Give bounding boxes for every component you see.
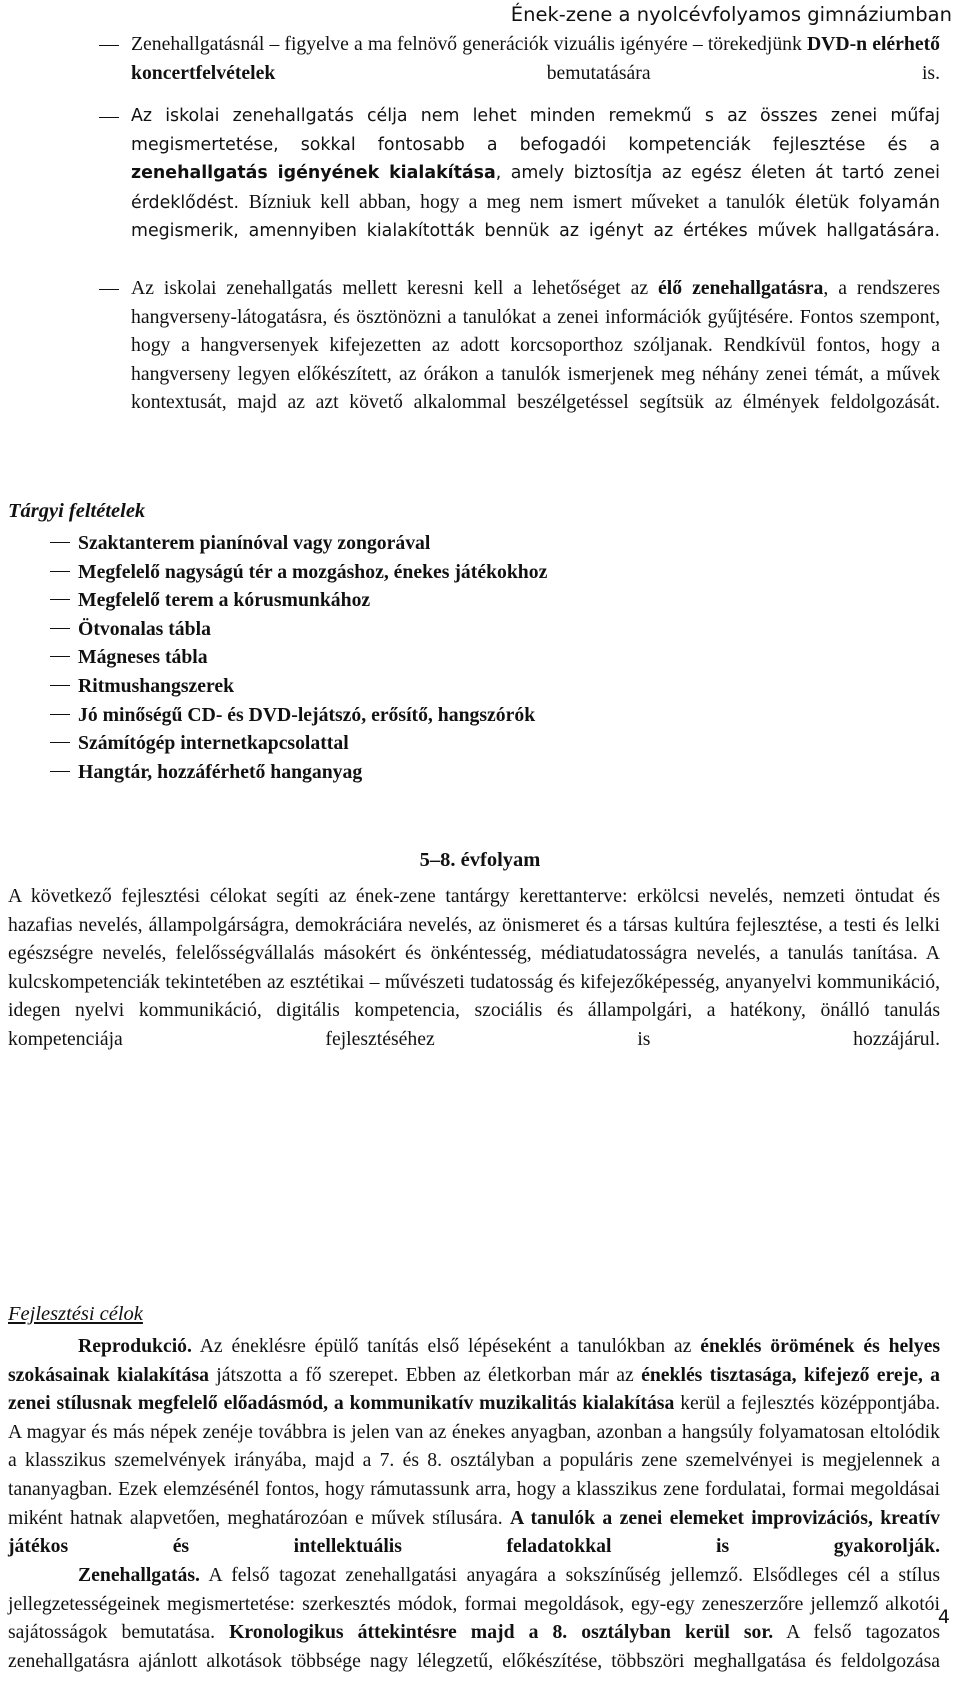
bold-run: éneklés tisztasága, kifejező ereje, a zenei stílusnak megfelelő előadásmód, a kommunikatív muzikalitás kialakítása <box>8 1363 940 1415</box>
equipment-item <box>50 618 211 641</box>
bullet-dash <box>50 771 70 772</box>
bullet-paragraph <box>131 102 940 275</box>
bullet-dash <box>99 45 119 46</box>
bullet-paragraph <box>131 274 940 446</box>
bullet-dash <box>99 289 119 290</box>
bullet-dash <box>50 742 70 743</box>
grade-title: 5–8. évfolyam <box>419 849 541 871</box>
text-run: kerül a fejlesztés középpontjába. A magyar és más népek zenéje továbbra is jelen van az énekes anyagban, azonban a hangsúly folyamatosan eltolódik a klasszikus szemelvények irányába, majd a 7. és 8. osztályban a populáris zene szemelvényei is megjelennek a tananyagban. Ezek elemzésénél fontos, hogy rámutassunk arra, hogy a klasszikus zene fordulatai, formai megoldásai miként hatnak alapvetően, meghatározóan e művek stílusára. <box>8 1392 940 1529</box>
bullet-dash <box>50 656 70 657</box>
equipment-item <box>50 675 234 698</box>
bullet-dash <box>50 571 70 572</box>
bullet-dash <box>50 628 70 629</box>
equipment-item-label: Ötvonalas tábla <box>78 617 211 640</box>
text-run: Az éneklésre épülő tanítás első lépéseként a tanulókban az <box>191 1335 701 1357</box>
reprodukcio-paragraph <box>8 1332 940 1589</box>
equipment-item-label: Ritmushangszerek <box>78 675 235 697</box>
equipment-item <box>50 561 547 584</box>
bullet-dash <box>50 599 70 600</box>
text-run: Bízniuk kell abban, hogy a meg nem ismert műveket a tanulók <box>248 190 786 213</box>
equipment-item <box>50 704 535 727</box>
text-run: életük folyamán megismerik, amennyiben kialakították bennük az igényt az értékes művek hallgatására. <box>131 192 940 242</box>
bold-run: Zenehallgatás. <box>78 1564 200 1586</box>
bold-run: A tanulók a zenei elemeket improvizációs, kreatív játékos és intellektuális feladatokkal is gyakorolják. <box>8 1506 941 1558</box>
text-run: Az iskolai zenehallgatás célja nem lehet minden remekmű s az összes zenei műfaj megismertetése, sokkal fontosabb a befogadói kompetenciák fejlesztése és a <box>131 106 940 155</box>
bold-run: Reprodukció. <box>78 1335 192 1357</box>
equipment-item <box>50 761 362 784</box>
bullet-dash <box>50 685 70 686</box>
equipment-item-label: Megfelelő nagyságú tér a mozgáshoz, énekes játékokhoz <box>78 560 548 583</box>
bold-run: Kronologikus áttekintésre majd a 8. osztályban kerül sor. <box>229 1621 774 1644</box>
bold-run: élő zenehallgatásra <box>658 277 824 299</box>
equipment-item-label: Számítógép internetkapcsolattal <box>78 732 349 755</box>
intro-paragraph: A következő fejlesztési célokat segíti az ének-zene tantárgy kerettanterve: erkölcsi nevelés, nemzeti öntudat és hazafias nevelés, állampolgárságra, demokráciára nevelés, az önismeret és a társas kultúra fejlesztése, a testi és lelki egészségre nevelés, felelősségvállalás másokért és önkéntesség, médiatudatosságra nevelés, a tanulás tanítása. A kulcskompetenciák tekintetében az esztétikai – művészeti tudatosság és kifejezőképesség, anyanyelvi kommunikáció, idegen nyelvi kommunikáció, digitális kompetencia, szociális és állampolgári, a hatékony, önálló tanulás kompetenciája fejlesztéséhez is hozzájárul. <box>8 885 940 1050</box>
text-run: , a rendszeres hangverseny-látogatásra, és ösztönözni a tanulókat a zenei információk gyűjtésére. Fontos szempont, hogy a hangversenyek kifejezetten az adott korcsoporthoz szóljanak. Rendkívül fontos, hogy a hangverseny legyen előkészített, az órákon a tanulók ismerjenek meg néhány zenei témát, a művek kontextusát, majd az azt követő alkalommal beszélgetéssel segítsük az élmények feldolgozását. <box>131 277 940 414</box>
equipment-item-label: Szaktanterem pianínóval vagy zongorával <box>78 532 431 554</box>
text-run: Az iskolai zenehallgatás mellett keresni kell a lehetőséget az <box>131 277 659 299</box>
text-run: A felső tagozatos zenehallgatásra ajánlott alkotások többsége nagy lélegzetű, előkészítése, többszöri meghallgatása és feldolgozása <box>8 1621 940 1672</box>
text-run: játszotta a fő szerepet. Ebben az életkorban már az <box>208 1363 642 1386</box>
equipment-item <box>50 532 430 555</box>
text-run: , amely biztosítja az egész életen át tartó zenei érdeklődést. <box>131 163 940 213</box>
bullet-dash <box>50 542 70 543</box>
equipment-item-label: Jó minőségű CD- és DVD-lejátszó, erősítő, hangszórók <box>78 703 536 726</box>
text-run: bemutatására is. <box>275 61 940 84</box>
equipment-item-label: Hangtár, hozzáférhető hanganyag <box>78 760 363 783</box>
bold-run: DVD-n elérhető koncertfelvételek <box>131 33 940 84</box>
equipment-item-label: Mágneses tábla <box>78 646 208 669</box>
section-heading-fejlesztesi: Fejlesztési célok <box>8 1303 143 1325</box>
bullet-dash <box>50 714 70 715</box>
equipment-item <box>50 589 370 612</box>
text-run: A felső tagozat zenehallgatási anyagára a sokszínűség jellemző. Elsődleges cél a stílus jellegzetességeinek megismertetése: szerkesztés módok, formai megoldások, egy-egy zeneszerzőre jellemző alkotói sajátosságok bemutatása. <box>8 1564 940 1644</box>
running-header: Ének-zene a nyolcévfolyamos gimnáziumban <box>510 3 952 26</box>
equipment-item-label: Megfelelő terem a kórusmunkához <box>78 589 371 612</box>
equipment-item <box>50 732 349 755</box>
zenehallgatas-paragraph <box>8 1561 940 1704</box>
section-heading-targyi: Tárgyi feltételek <box>8 500 146 522</box>
equipment-item <box>50 646 208 669</box>
bold-run: zenehallgatás igényének kialakítása <box>131 163 496 184</box>
bullet-dash <box>99 117 119 118</box>
text-run: Zenehallgatásnál – figyelve a ma felnövő generációk vizuális igényére – törekedjünk <box>131 33 807 55</box>
page-number: 4 <box>937 1606 950 1628</box>
bold-run: éneklés örömének és helyes szokásainak kialakítása <box>8 1335 940 1386</box>
